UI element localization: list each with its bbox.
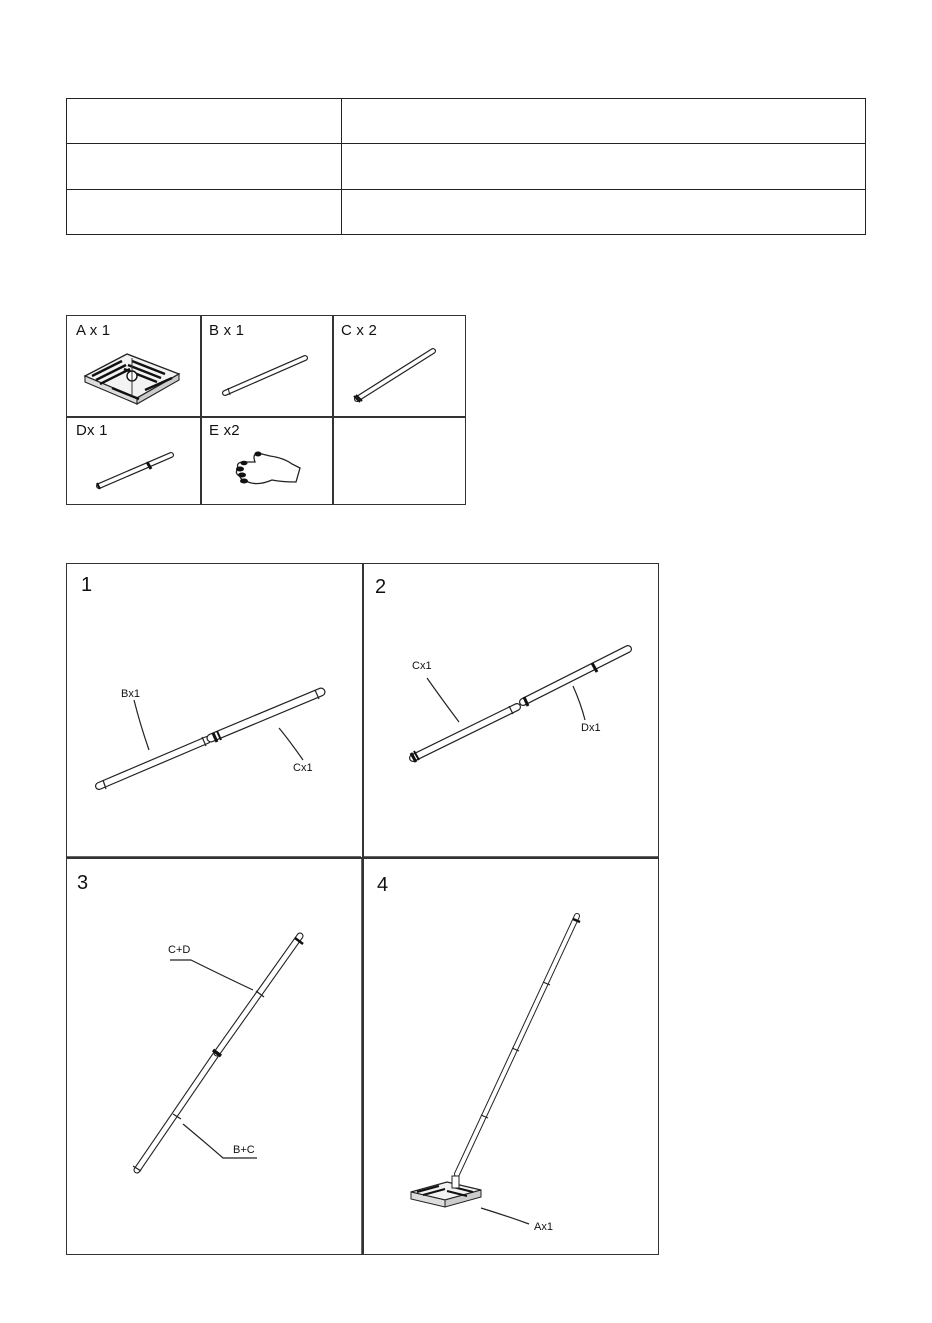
part-label: C x 2: [341, 322, 378, 339]
info-table: [66, 98, 866, 235]
table-row: [67, 189, 866, 234]
callout-label: Dx1: [581, 722, 601, 734]
step-number: 3: [77, 872, 89, 894]
callout-label: Ax1: [534, 1221, 553, 1233]
part-cell-e: [200, 416, 332, 504]
table-cell: [342, 99, 866, 144]
glove-icon: [200, 416, 332, 504]
pole-section-icon: [200, 316, 332, 416]
base-plate-icon: [67, 316, 200, 416]
callout-label: C+D: [168, 944, 191, 956]
table-cell: [67, 189, 342, 234]
part-cell-empty: [332, 416, 465, 504]
callout-label: Cx1: [412, 660, 432, 672]
step-number: 1: [81, 574, 93, 596]
step-number: 4: [377, 874, 389, 896]
step-number: 2: [375, 576, 387, 598]
part-label: E x2: [209, 422, 240, 439]
pole-section-icon: [332, 316, 465, 416]
callout-label: Bx1: [121, 688, 140, 700]
table-cell: [67, 144, 342, 189]
callout-label: B+C: [233, 1144, 255, 1156]
part-label: Dx 1: [76, 422, 108, 439]
table-row: [67, 144, 866, 189]
table-cell: [67, 99, 342, 144]
part-label: A x 1: [76, 322, 111, 339]
part-cell-a: [67, 316, 200, 416]
part-label: B x 1: [209, 322, 245, 339]
top-pole-icon: [67, 416, 200, 504]
table-row: [67, 99, 866, 144]
part-cell-b: [200, 316, 332, 416]
assembly-steps: [66, 563, 659, 1255]
part-cell-d: [67, 416, 200, 504]
callout-label: Cx1: [293, 762, 313, 774]
step-4-diagram: [67, 564, 658, 1254]
table-cell: [342, 144, 866, 189]
part-cell-c: [332, 316, 465, 416]
table-cell: [342, 189, 866, 234]
parts-list: [66, 315, 466, 505]
